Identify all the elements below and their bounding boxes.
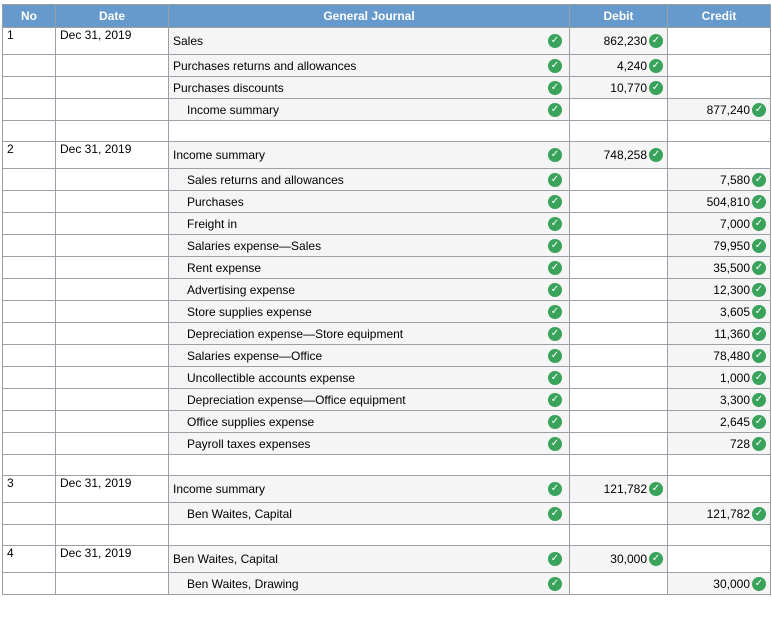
account-field[interactable]	[169, 28, 570, 55]
entry-date	[56, 77, 169, 99]
account-name: Ben Waites, Capital	[173, 552, 278, 566]
entry-number	[3, 257, 56, 279]
header-no: No	[3, 5, 56, 28]
debit-amount-field[interactable]	[570, 573, 668, 595]
entry-date	[56, 55, 169, 77]
entry-number	[3, 323, 56, 345]
check-circle-icon: ✓	[548, 34, 562, 48]
account-name: Salaries expense—Sales	[187, 238, 322, 253]
check-circle-icon: ✓	[649, 59, 663, 73]
general-journal-table	[2, 4, 771, 595]
entry-date	[56, 411, 169, 433]
account-field[interactable]	[169, 367, 570, 389]
credit-amount-value: 35,500	[713, 260, 750, 275]
account-name: Sales returns and allowances	[187, 172, 344, 187]
check-circle-icon: ✓	[548, 173, 562, 187]
check-circle-icon: ✓	[649, 34, 663, 48]
entry-number	[3, 77, 56, 99]
entry-number	[3, 433, 56, 455]
check-circle-icon: ✓	[548, 393, 562, 407]
check-circle-icon: ✓	[548, 577, 562, 591]
account-name: Income summary	[173, 148, 266, 162]
credit-amount-field[interactable]	[668, 28, 771, 55]
entry-date	[56, 191, 169, 213]
account-field[interactable]	[169, 55, 570, 77]
credit-amount-field[interactable]	[668, 279, 771, 301]
entry-number	[3, 367, 56, 389]
account-field[interactable]	[169, 142, 570, 169]
credit-amount-value: 728	[729, 436, 750, 451]
debit-amount-field[interactable]	[570, 367, 668, 389]
debit-amount-field[interactable]	[570, 503, 668, 525]
account-field[interactable]	[169, 213, 570, 235]
check-circle-icon: ✓	[649, 148, 663, 162]
debit-amount-field[interactable]	[570, 169, 668, 191]
credit-amount-wrap	[713, 261, 766, 275]
empty-cell	[570, 455, 668, 476]
entry-number	[3, 213, 56, 235]
credit-amount-value: 11,360	[714, 326, 750, 341]
credit-amount-value: 30,000	[713, 576, 750, 591]
debit-amount-field[interactable]	[570, 476, 668, 503]
account-name: Payroll taxes expenses	[187, 436, 311, 451]
credit-amount-wrap	[713, 283, 766, 297]
credit-amount-field[interactable]	[668, 257, 771, 279]
debit-amount-value: 748,258	[603, 148, 647, 162]
debit-amount-value: 30,000	[610, 552, 647, 566]
credit-amount-field[interactable]	[668, 476, 771, 503]
account-name: Freight in	[187, 216, 238, 231]
entry-date	[56, 367, 169, 389]
credit-amount-value: 3,300	[719, 392, 750, 407]
credit-amount-field[interactable]	[668, 546, 771, 573]
journal-body	[3, 28, 771, 595]
check-circle-icon: ✓	[548, 327, 562, 341]
empty-cell	[3, 525, 56, 546]
check-circle-icon: ✓	[752, 283, 766, 297]
check-circle-icon: ✓	[548, 217, 562, 231]
empty-cell	[169, 455, 570, 476]
entry-number	[3, 411, 56, 433]
entry-date: Dec 31, 2019	[56, 546, 169, 573]
debit-amount-field[interactable]	[570, 55, 668, 77]
credit-amount-field[interactable]	[668, 433, 771, 455]
entry-date	[56, 323, 169, 345]
entry-date	[56, 433, 169, 455]
account-name: Uncollectible accounts expense	[187, 370, 356, 385]
debit-amount-wrap	[610, 552, 663, 566]
entry-number: 4	[3, 546, 56, 573]
entry-date	[56, 169, 169, 191]
check-circle-icon: ✓	[752, 437, 766, 451]
debit-amount-wrap	[604, 148, 663, 162]
debit-amount-field[interactable]	[570, 411, 668, 433]
entry-number: 1	[3, 28, 56, 55]
account-name: Office supplies expense	[187, 414, 315, 429]
credit-amount-field[interactable]	[668, 323, 771, 345]
spacer-row	[3, 455, 771, 476]
debit-amount-wrap	[617, 59, 663, 73]
account-field[interactable]	[169, 279, 570, 301]
empty-cell	[169, 121, 570, 142]
check-circle-icon: ✓	[752, 239, 766, 253]
entry-number	[3, 573, 56, 595]
debit-amount-field[interactable]	[570, 142, 668, 169]
journal-row	[3, 411, 771, 433]
entry-number: 3	[3, 476, 56, 503]
credit-amount-field[interactable]	[668, 345, 771, 367]
empty-cell	[668, 121, 771, 142]
entry-date	[56, 345, 169, 367]
journal-row	[3, 99, 771, 121]
credit-amount-field[interactable]	[668, 55, 771, 77]
debit-amount-field[interactable]	[570, 28, 668, 55]
account-name: Sales	[173, 34, 204, 48]
account-name: Purchases discounts	[173, 80, 284, 95]
debit-amount-field[interactable]	[570, 345, 668, 367]
credit-amount-field[interactable]	[668, 573, 771, 595]
credit-amount-field[interactable]	[668, 235, 771, 257]
credit-amount-wrap	[720, 371, 766, 385]
check-circle-icon: ✓	[752, 577, 766, 591]
check-circle-icon: ✓	[548, 283, 562, 297]
credit-amount-value: 79,950	[713, 238, 750, 253]
check-circle-icon: ✓	[548, 507, 562, 521]
debit-amount-field[interactable]	[570, 99, 668, 121]
journal-row	[3, 257, 771, 279]
credit-amount-wrap	[720, 217, 766, 231]
credit-amount-wrap	[707, 195, 766, 209]
empty-cell	[570, 525, 668, 546]
journal-row	[3, 77, 771, 99]
account-field[interactable]	[169, 99, 570, 121]
credit-amount-field[interactable]	[668, 503, 771, 525]
check-circle-icon: ✓	[548, 103, 562, 117]
account-field[interactable]	[169, 433, 570, 455]
account-field[interactable]	[169, 235, 570, 257]
account-name: Purchases	[187, 194, 244, 209]
account-field[interactable]	[169, 323, 570, 345]
journal-row	[3, 169, 771, 191]
credit-amount-wrap	[707, 507, 766, 521]
account-name: Advertising expense	[187, 282, 296, 297]
credit-amount-field[interactable]	[668, 191, 771, 213]
check-circle-icon: ✓	[548, 437, 562, 451]
entry-number	[3, 503, 56, 525]
account-field[interactable]	[169, 389, 570, 411]
header-debit: Debit	[570, 5, 668, 28]
empty-cell	[668, 525, 771, 546]
check-circle-icon: ✓	[548, 349, 562, 363]
credit-amount-value: 2,645	[719, 414, 750, 429]
entry-date: Dec 31, 2019	[56, 28, 169, 55]
journal-row	[3, 235, 771, 257]
debit-amount-field[interactable]	[570, 279, 668, 301]
empty-cell	[668, 455, 771, 476]
credit-amount-field[interactable]	[668, 411, 771, 433]
credit-amount-field[interactable]	[668, 77, 771, 99]
debit-amount-field[interactable]	[570, 323, 668, 345]
entry-date	[56, 99, 169, 121]
header-row	[3, 5, 771, 28]
account-field[interactable]	[169, 503, 570, 525]
debit-amount-field[interactable]	[570, 301, 668, 323]
journal-row	[3, 345, 771, 367]
account-name: Depreciation expense—Store equipment	[187, 326, 404, 341]
check-circle-icon: ✓	[548, 261, 562, 275]
account-name: Ben Waites, Drawing	[187, 576, 299, 591]
account-name: Purchases returns and allowances	[173, 58, 357, 73]
debit-amount-field[interactable]	[570, 433, 668, 455]
credit-amount-wrap	[730, 437, 766, 451]
account-name: Depreciation expense—Office equipment	[187, 392, 406, 407]
debit-amount-wrap	[604, 482, 663, 496]
spacer-row	[3, 121, 771, 142]
debit-amount-wrap	[610, 81, 663, 95]
journal-row	[3, 213, 771, 235]
header-date: Date	[56, 5, 169, 28]
credit-amount-field[interactable]	[668, 301, 771, 323]
credit-amount-wrap	[713, 577, 766, 591]
check-circle-icon: ✓	[752, 261, 766, 275]
empty-cell	[3, 121, 56, 142]
entry-number	[3, 191, 56, 213]
account-name: Rent expense	[187, 260, 262, 275]
check-circle-icon: ✓	[649, 81, 663, 95]
journal-row	[3, 142, 771, 169]
journal-row	[3, 433, 771, 455]
entry-date	[56, 257, 169, 279]
entry-number	[3, 301, 56, 323]
credit-amount-value: 504,810	[706, 194, 750, 209]
journal-row	[3, 28, 771, 55]
credit-amount-value: 3,605	[719, 304, 750, 319]
header-general-journal: General Journal	[169, 5, 570, 28]
entry-date	[56, 573, 169, 595]
credit-amount-wrap	[720, 415, 766, 429]
account-name: Salaries expense—Office	[187, 348, 323, 363]
credit-amount-field[interactable]	[668, 213, 771, 235]
credit-amount-value: 877,240	[706, 102, 750, 117]
entry-date: Dec 31, 2019	[56, 142, 169, 169]
credit-amount-field[interactable]	[668, 169, 771, 191]
debit-amount-field[interactable]	[570, 546, 668, 573]
entry-number	[3, 279, 56, 301]
entry-number	[3, 55, 56, 77]
empty-cell	[56, 525, 169, 546]
empty-cell	[56, 121, 169, 142]
journal-row	[3, 503, 771, 525]
spacer-row	[3, 525, 771, 546]
account-name: Store supplies expense	[187, 304, 312, 319]
check-circle-icon: ✓	[752, 195, 766, 209]
check-circle-icon: ✓	[752, 415, 766, 429]
journal-row	[3, 389, 771, 411]
check-circle-icon: ✓	[548, 305, 562, 319]
entry-date	[56, 301, 169, 323]
credit-amount-field[interactable]	[668, 389, 771, 411]
credit-amount-field[interactable]	[668, 142, 771, 169]
check-circle-icon: ✓	[649, 552, 663, 566]
check-circle-icon: ✓	[752, 173, 766, 187]
account-field[interactable]	[169, 476, 570, 503]
check-circle-icon: ✓	[548, 148, 562, 162]
check-circle-icon: ✓	[548, 81, 562, 95]
empty-cell	[56, 455, 169, 476]
entry-date	[56, 503, 169, 525]
journal-row	[3, 546, 771, 573]
check-circle-icon: ✓	[548, 195, 562, 209]
journal-row	[3, 323, 771, 345]
check-circle-icon: ✓	[752, 305, 766, 319]
credit-amount-value: 121,782	[706, 506, 750, 521]
check-circle-icon: ✓	[548, 371, 562, 385]
debit-amount-value: 121,782	[603, 482, 647, 496]
account-field[interactable]	[169, 301, 570, 323]
credit-amount-wrap	[707, 103, 766, 117]
credit-amount-wrap	[720, 173, 766, 187]
credit-amount-value: 7,000	[719, 216, 750, 231]
check-circle-icon: ✓	[752, 327, 766, 341]
account-field[interactable]	[169, 546, 570, 573]
entry-date	[56, 235, 169, 257]
journal-row	[3, 301, 771, 323]
check-circle-icon: ✓	[752, 217, 766, 231]
credit-amount-wrap	[720, 305, 766, 319]
journal-row	[3, 279, 771, 301]
account-name: Income summary	[173, 482, 266, 496]
check-circle-icon: ✓	[752, 393, 766, 407]
account-field[interactable]	[169, 345, 570, 367]
debit-amount-field[interactable]	[570, 191, 668, 213]
debit-amount-value: 10,770	[610, 80, 647, 95]
entry-date	[56, 213, 169, 235]
empty-cell	[169, 525, 570, 546]
credit-amount-wrap	[714, 327, 766, 341]
account-name: Income summary	[187, 102, 280, 117]
check-circle-icon: ✓	[752, 507, 766, 521]
entry-date	[56, 279, 169, 301]
debit-amount-field[interactable]	[570, 213, 668, 235]
journal-row	[3, 573, 771, 595]
check-circle-icon: ✓	[649, 482, 663, 496]
journal-row	[3, 55, 771, 77]
account-field[interactable]	[169, 77, 570, 99]
account-field[interactable]	[169, 169, 570, 191]
journal-row	[3, 191, 771, 213]
debit-amount-value: 862,230	[603, 34, 647, 48]
account-field[interactable]	[169, 257, 570, 279]
credit-amount-field[interactable]	[668, 99, 771, 121]
check-circle-icon: ✓	[548, 482, 562, 496]
credit-amount-wrap	[713, 349, 766, 363]
empty-cell	[570, 121, 668, 142]
header-credit: Credit	[668, 5, 771, 28]
entry-number	[3, 345, 56, 367]
check-circle-icon: ✓	[548, 59, 562, 73]
credit-amount-value: 78,480	[713, 348, 750, 363]
account-field[interactable]	[169, 191, 570, 213]
credit-amount-field[interactable]	[668, 367, 771, 389]
credit-amount-value: 1,000	[719, 370, 750, 385]
entry-number: 2	[3, 142, 56, 169]
credit-amount-wrap	[720, 393, 766, 407]
check-circle-icon: ✓	[752, 103, 766, 117]
account-field[interactable]	[169, 411, 570, 433]
entry-number	[3, 235, 56, 257]
account-field[interactable]	[169, 573, 570, 595]
credit-amount-value: 7,580	[719, 172, 750, 187]
entry-number	[3, 169, 56, 191]
debit-amount-field[interactable]	[570, 389, 668, 411]
entry-date: Dec 31, 2019	[56, 476, 169, 503]
debit-amount-wrap	[604, 34, 663, 48]
check-circle-icon: ✓	[752, 371, 766, 385]
journal-row	[3, 367, 771, 389]
check-circle-icon: ✓	[548, 415, 562, 429]
empty-cell	[3, 455, 56, 476]
credit-amount-wrap	[713, 239, 766, 253]
account-name: Ben Waites, Capital	[187, 506, 292, 521]
check-circle-icon: ✓	[548, 552, 562, 566]
entry-date	[56, 389, 169, 411]
check-circle-icon: ✓	[752, 349, 766, 363]
debit-amount-field[interactable]	[570, 77, 668, 99]
check-circle-icon: ✓	[548, 239, 562, 253]
journal-row	[3, 476, 771, 503]
debit-amount-value: 4,240	[616, 58, 647, 73]
entry-number	[3, 99, 56, 121]
entry-number	[3, 389, 56, 411]
debit-amount-field[interactable]	[570, 235, 668, 257]
credit-amount-value: 12,300	[713, 282, 750, 297]
debit-amount-field[interactable]	[570, 257, 668, 279]
